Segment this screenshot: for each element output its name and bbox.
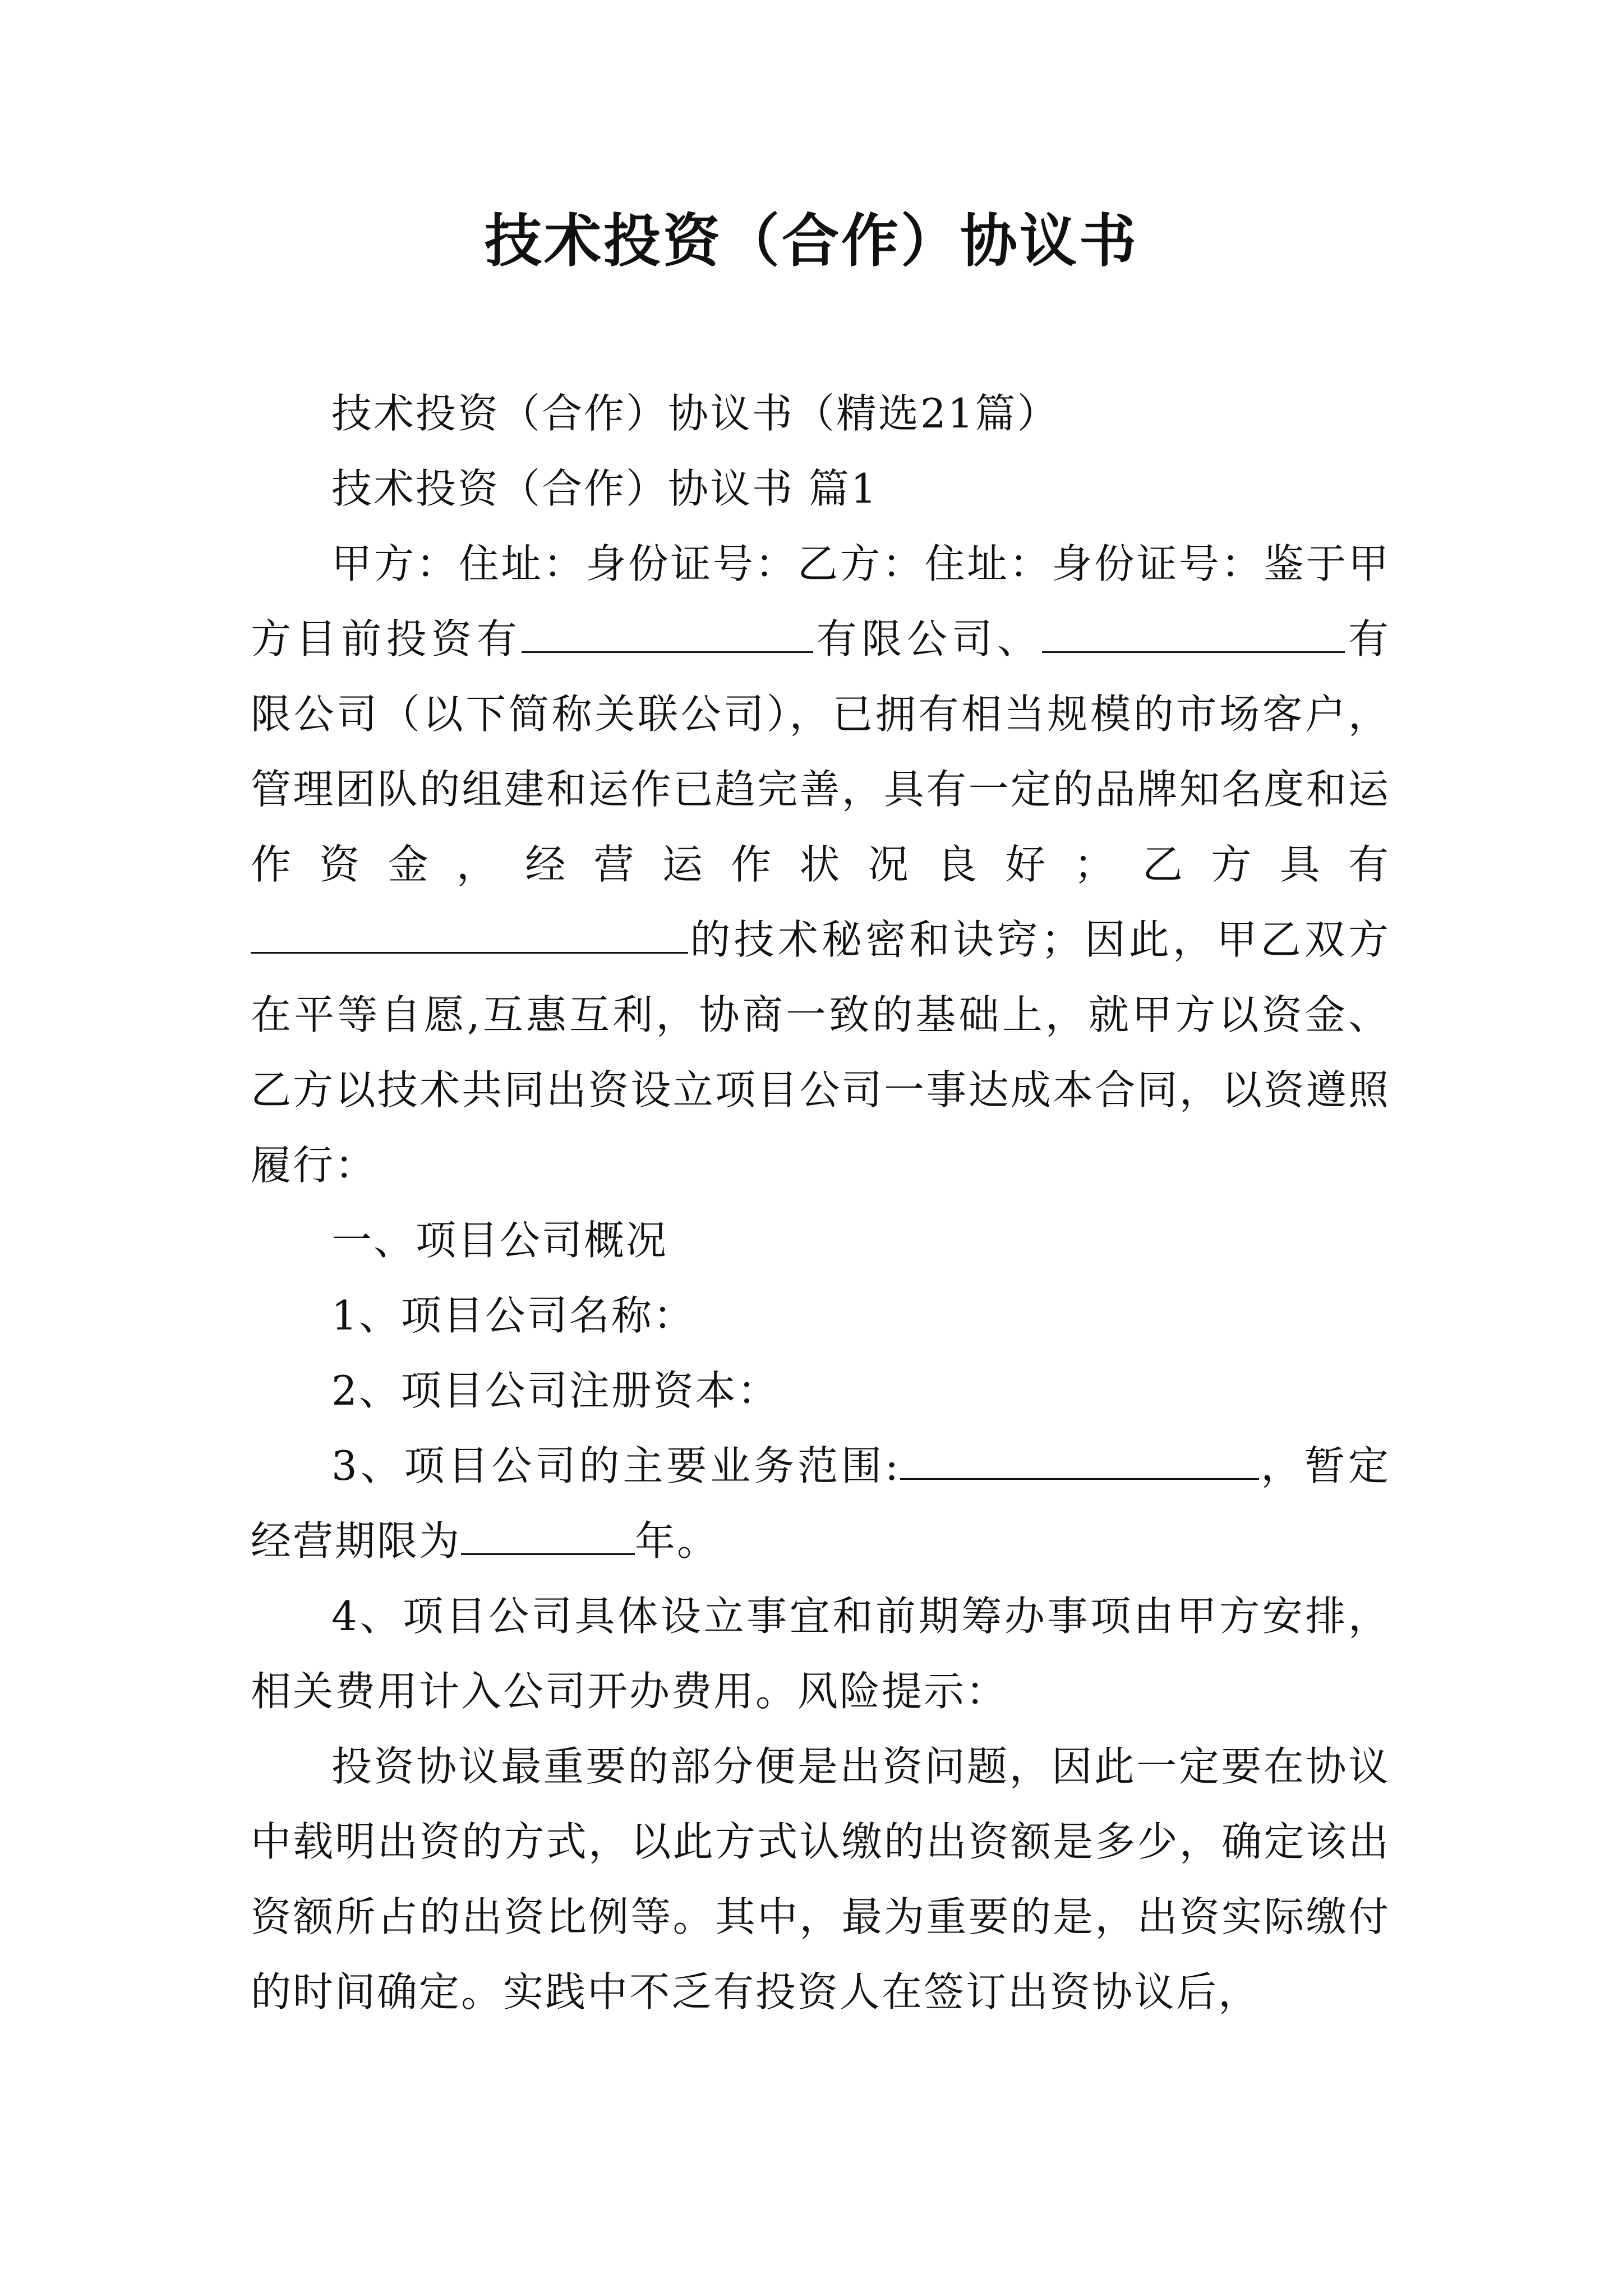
document-title: 技术投资（合作）协议书 (485, 208, 1138, 275)
item-setup-matters: 4、项目公司具体设立事宜和前期筹办事项由甲方安排，相关费用计入公司开办费用。风险提示： (251, 1593, 1390, 1715)
heading-overview: 一、项目公司概况 (331, 1217, 668, 1264)
paragraph-risk: 投资协议最重要的部分便是出资问题，因此一定要在协议中载明出资的方式，以此方式认缴的出资额是多少，确定该出资额所占的出资比例等。其中，最为重要的是，出资实际缴付的时间确定。实践中不乏有投资人在签订出资协议后， (251, 1743, 1390, 2016)
preamble-text-1: 甲方：住址：身份证号：乙方：住址：身份证号：鉴于甲方目前投资有 (251, 540, 1390, 662)
business-scope-text-1: 3、项目公司的主要业务范围: (331, 1442, 901, 1489)
blank-line (251, 913, 688, 954)
blank-line (900, 1439, 1259, 1480)
preamble-text-2: 有限公司、 (813, 615, 1043, 662)
item-business-scope (251, 1428, 1390, 1579)
business-scope-text-3: 年。 (635, 1517, 720, 1565)
paragraph-preamble (251, 526, 1390, 1203)
document-subtitle: 技术投资（合作）协议书（精选21篇） (331, 390, 1059, 437)
blank-line (461, 1514, 635, 1555)
preamble-text-4: 的技术秘密和诀窍；因此，甲乙双方在平等自愿,互惠互利，协商一致的基础上，就甲方以资金、乙方以技术共同出资设立项目公司一事达成本合同，以资遵照履行： (251, 916, 1390, 1189)
blank-line (1042, 612, 1345, 653)
section-heading: 技术投资（合作）协议书 篇1 (331, 465, 878, 512)
item-company-name: 1、项目公司名称： (331, 1292, 695, 1339)
business-scope-text-2: ，暂定经营期限为 (251, 1442, 1390, 1565)
item-registered-capital: 2、项目公司注册资本： (331, 1367, 780, 1414)
blank-line (522, 612, 813, 653)
preamble-text-3: 有限公司（以下简称关联公司），已拥有相当规模的市场客户，管理团队的组建和运作已趋完善，具有一定的品牌知名度和运作资金，经营运作状况良好；乙方具有 (251, 615, 1390, 888)
document-body (251, 376, 1390, 2030)
